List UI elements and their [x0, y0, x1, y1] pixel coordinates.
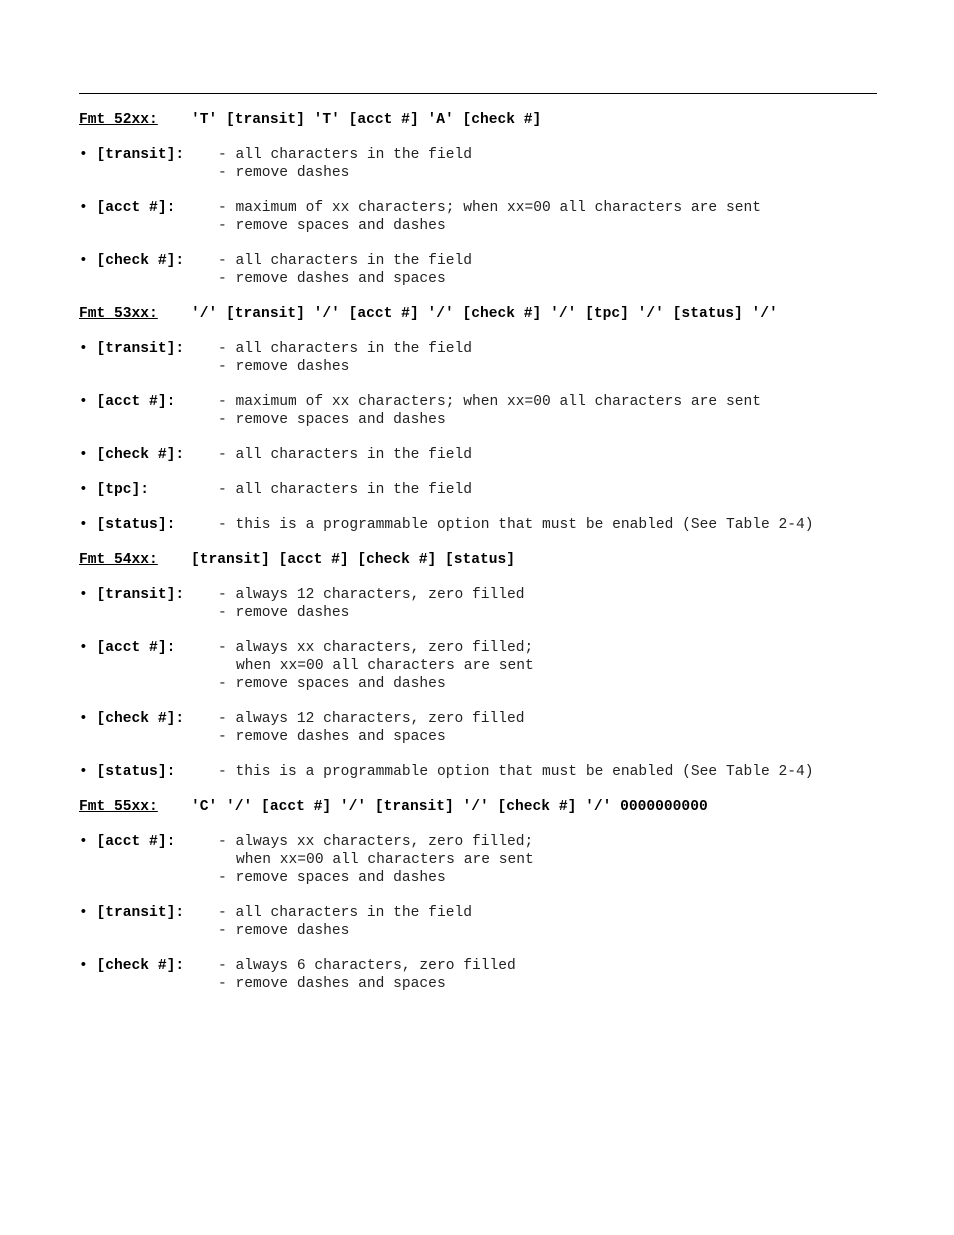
field-line [79, 675, 939, 693]
field-rule: - remove dashes and spaces [218, 729, 446, 745]
field-rule: - all characters in the field [218, 341, 472, 357]
spacer [79, 622, 939, 639]
format-spec-document [79, 111, 939, 993]
bullet-icon: • [79, 517, 97, 533]
field-name: [transit]: [96, 341, 185, 357]
field-line [79, 975, 939, 993]
field-line [79, 586, 939, 604]
field-rule: - all characters in the field [218, 147, 472, 163]
bullet-icon: • [79, 447, 97, 463]
field-name: [acct #]: [96, 640, 176, 656]
field-rule: - remove dashes [218, 165, 350, 181]
format-heading [79, 305, 939, 323]
field-rule: - always 12 characters, zero filled [218, 711, 525, 727]
format-pattern: 'T' [transit] 'T' [acct #] 'A' [check #] [191, 112, 542, 128]
field-line [79, 851, 939, 869]
bullet-icon: • [79, 905, 97, 921]
field-line [79, 481, 939, 499]
format-heading [79, 551, 939, 569]
format-heading [79, 111, 939, 129]
field-rule: - always xx characters, zero filled; [218, 640, 534, 656]
field-label [79, 710, 218, 728]
field-label [79, 586, 218, 604]
field-rule: - remove dashes [218, 359, 350, 375]
spacer [79, 288, 939, 305]
spacer [79, 376, 939, 393]
field-label [79, 340, 218, 358]
field-rule: - all characters in the field [218, 253, 472, 269]
spacer [79, 235, 939, 252]
field-label [79, 833, 218, 851]
field-name: [check #]: [96, 958, 185, 974]
field-rule: - maximum of xx characters; when xx=00 all characters are sent [218, 394, 761, 410]
format-pattern: '/' [transit] '/' [acct #] '/' [check #] '/' [tpc] '/' [status] '/' [191, 306, 778, 322]
field-rule: - all characters in the field [218, 905, 472, 921]
field-label [79, 763, 218, 781]
field-line [79, 358, 939, 376]
spacer [79, 323, 939, 340]
spacer [79, 129, 939, 146]
field-rule: - always 12 characters, zero filled [218, 587, 525, 603]
field-line [79, 869, 939, 887]
format-pattern: [transit] [acct #] [check #] [status] [191, 552, 516, 568]
field-label [79, 146, 218, 164]
field-name: [acct #]: [96, 200, 176, 216]
field-rule: - all characters in the field [218, 447, 472, 463]
field-label [79, 516, 218, 534]
field-label [79, 639, 218, 657]
field-line [79, 146, 939, 164]
field-line [79, 710, 939, 728]
field-line [79, 904, 939, 922]
format-heading [79, 798, 939, 816]
field-rule: when xx=00 all characters are sent [236, 852, 534, 868]
field-rule: - remove spaces and dashes [218, 676, 446, 692]
field-name: [check #]: [96, 711, 185, 727]
field-rule: - always xx characters, zero filled; [218, 834, 534, 850]
field-name: [tpc]: [96, 482, 150, 498]
bullet-icon: • [79, 341, 97, 357]
field-name: [status]: [96, 764, 176, 780]
field-rule: - remove spaces and dashes [218, 870, 446, 886]
bullet-icon: • [79, 147, 97, 163]
spacer [79, 429, 939, 446]
field-rule: - remove dashes and spaces [218, 271, 446, 287]
field-line [79, 164, 939, 182]
field-line [79, 270, 939, 288]
field-rule: - remove dashes [218, 923, 350, 939]
field-name: [check #]: [96, 253, 185, 269]
field-line [79, 763, 939, 781]
field-label [79, 252, 218, 270]
format-name: Fmt 55xx: [79, 799, 158, 815]
field-line [79, 411, 939, 429]
format-name: Fmt 54xx: [79, 552, 158, 568]
field-label [79, 904, 218, 922]
field-line [79, 833, 939, 851]
field-line [79, 657, 939, 675]
spacer [79, 569, 939, 586]
field-rule: - maximum of xx characters; when xx=00 all characters are sent [218, 200, 761, 216]
field-line [79, 728, 939, 746]
field-rule: - this is a programmable option that must be enabled (See Table 2-4) [218, 764, 814, 780]
field-rule: - remove dashes and spaces [218, 976, 446, 992]
bullet-icon: • [79, 711, 97, 727]
spacer [79, 781, 939, 798]
field-rule: - this is a programmable option that must be enabled (See Table 2-4) [218, 517, 814, 533]
format-name: Fmt 53xx: [79, 306, 158, 322]
field-line [79, 957, 939, 975]
field-line [79, 446, 939, 464]
bullet-icon: • [79, 482, 97, 498]
field-line [79, 199, 939, 217]
bullet-icon: • [79, 200, 97, 216]
field-line [79, 252, 939, 270]
field-label [79, 481, 218, 499]
field-name: [transit]: [96, 147, 185, 163]
spacer [79, 746, 939, 763]
field-rule: - always 6 characters, zero filled [218, 958, 516, 974]
spacer [79, 693, 939, 710]
field-label [79, 446, 218, 464]
bullet-icon: • [79, 834, 97, 850]
spacer [79, 816, 939, 833]
field-line [79, 604, 939, 622]
bullet-icon: • [79, 764, 97, 780]
field-line [79, 922, 939, 940]
field-rule: - all characters in the field [218, 482, 472, 498]
bullet-icon: • [79, 958, 97, 974]
field-line [79, 340, 939, 358]
field-label [79, 199, 218, 217]
bullet-icon: • [79, 394, 97, 410]
field-rule: when xx=00 all characters are sent [236, 658, 534, 674]
top-rule [79, 93, 877, 94]
field-name: [status]: [96, 517, 176, 533]
field-name: [acct #]: [96, 394, 176, 410]
field-line [79, 639, 939, 657]
field-name: [acct #]: [96, 834, 176, 850]
field-name: [transit]: [96, 905, 185, 921]
spacer [79, 464, 939, 481]
bullet-icon: • [79, 587, 97, 603]
format-pattern: 'C' '/' [acct #] '/' [transit] '/' [check #] '/' 0000000000 [191, 799, 708, 815]
bullet-icon: • [79, 640, 97, 656]
field-rule: - remove spaces and dashes [218, 412, 446, 428]
spacer [79, 182, 939, 199]
spacer [79, 534, 939, 551]
format-name: Fmt 52xx: [79, 112, 158, 128]
field-rule: - remove dashes [218, 605, 350, 621]
spacer [79, 887, 939, 904]
field-label [79, 957, 218, 975]
spacer [79, 499, 939, 516]
field-line [79, 516, 939, 534]
field-rule: - remove spaces and dashes [218, 218, 446, 234]
bullet-icon: • [79, 253, 97, 269]
spacer [79, 940, 939, 957]
field-name: [check #]: [96, 447, 185, 463]
field-label [79, 393, 218, 411]
field-line [79, 393, 939, 411]
field-name: [transit]: [96, 587, 185, 603]
field-line [79, 217, 939, 235]
